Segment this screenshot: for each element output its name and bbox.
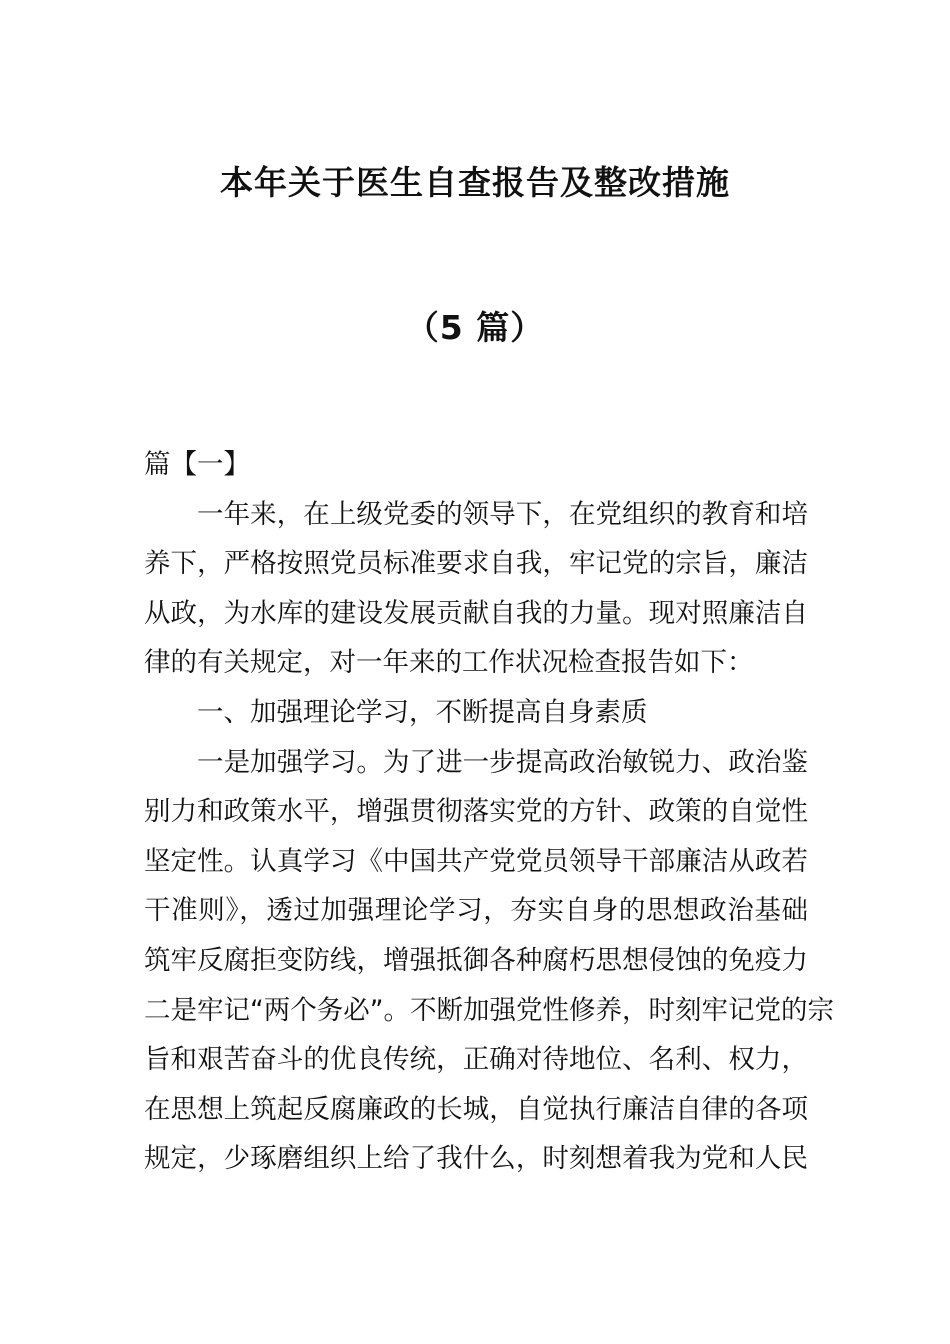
document-title: 本年关于医生自查报告及整改措施 bbox=[220, 163, 730, 202]
document-body bbox=[144, 440, 834, 1184]
paragraph-line: 坚定性。认真学习《中国共产党党员领导干部廉洁从政若 bbox=[144, 845, 808, 877]
subheading-line: 一、加强理论学习，不断提高自身素质 bbox=[197, 696, 648, 728]
document-subtitle: （5 篇） bbox=[405, 308, 545, 347]
paragraph-line: 从政，为水库的建设发展贡献自我的力量。现对照廉洁自 bbox=[144, 597, 808, 629]
paragraph-line: 别力和政策水平，增强贯彻落实党的方针、政策的自觉性 bbox=[144, 796, 808, 828]
paragraph-line: 律的有关规定，对一年来的工作状况检查报告如下： bbox=[144, 647, 754, 679]
paragraph-line: 旨和艰苦奋斗的优良传统，正确对待地位、名利、权力， bbox=[144, 1044, 808, 1076]
paragraph-line: 筑牢反腐拒变防线，增强抵御各种腐朽思想侵蚀的免疫力 bbox=[144, 944, 808, 976]
section-heading: 篇【一】 bbox=[144, 449, 250, 480]
paragraph-line: 二是牢记“两个务必”。不断加强党性修养，时刻牢记党的宗 bbox=[144, 994, 834, 1026]
paragraph-line: 在思想上筑起反腐廉政的长城，自觉执行廉洁自律的各项 bbox=[144, 1093, 808, 1125]
paragraph-line: 一是加强学习。为了进一步提高政治敏锐力、政治鉴 bbox=[197, 746, 808, 778]
paragraph-line: 规定，少琢磨组织上给了我什么，时刻想着我为党和人民 bbox=[144, 1143, 808, 1175]
paragraph-line: 养下，严格按照党员标准要求自我，牢记党的宗旨，廉洁 bbox=[144, 548, 808, 580]
paragraph-line: 干准则》，透过加强理论学习，夯实自身的思想政治基础 bbox=[144, 895, 808, 927]
paragraph-line: 一年来，在上级党委的领导下，在党组织的教育和培 bbox=[197, 498, 808, 530]
